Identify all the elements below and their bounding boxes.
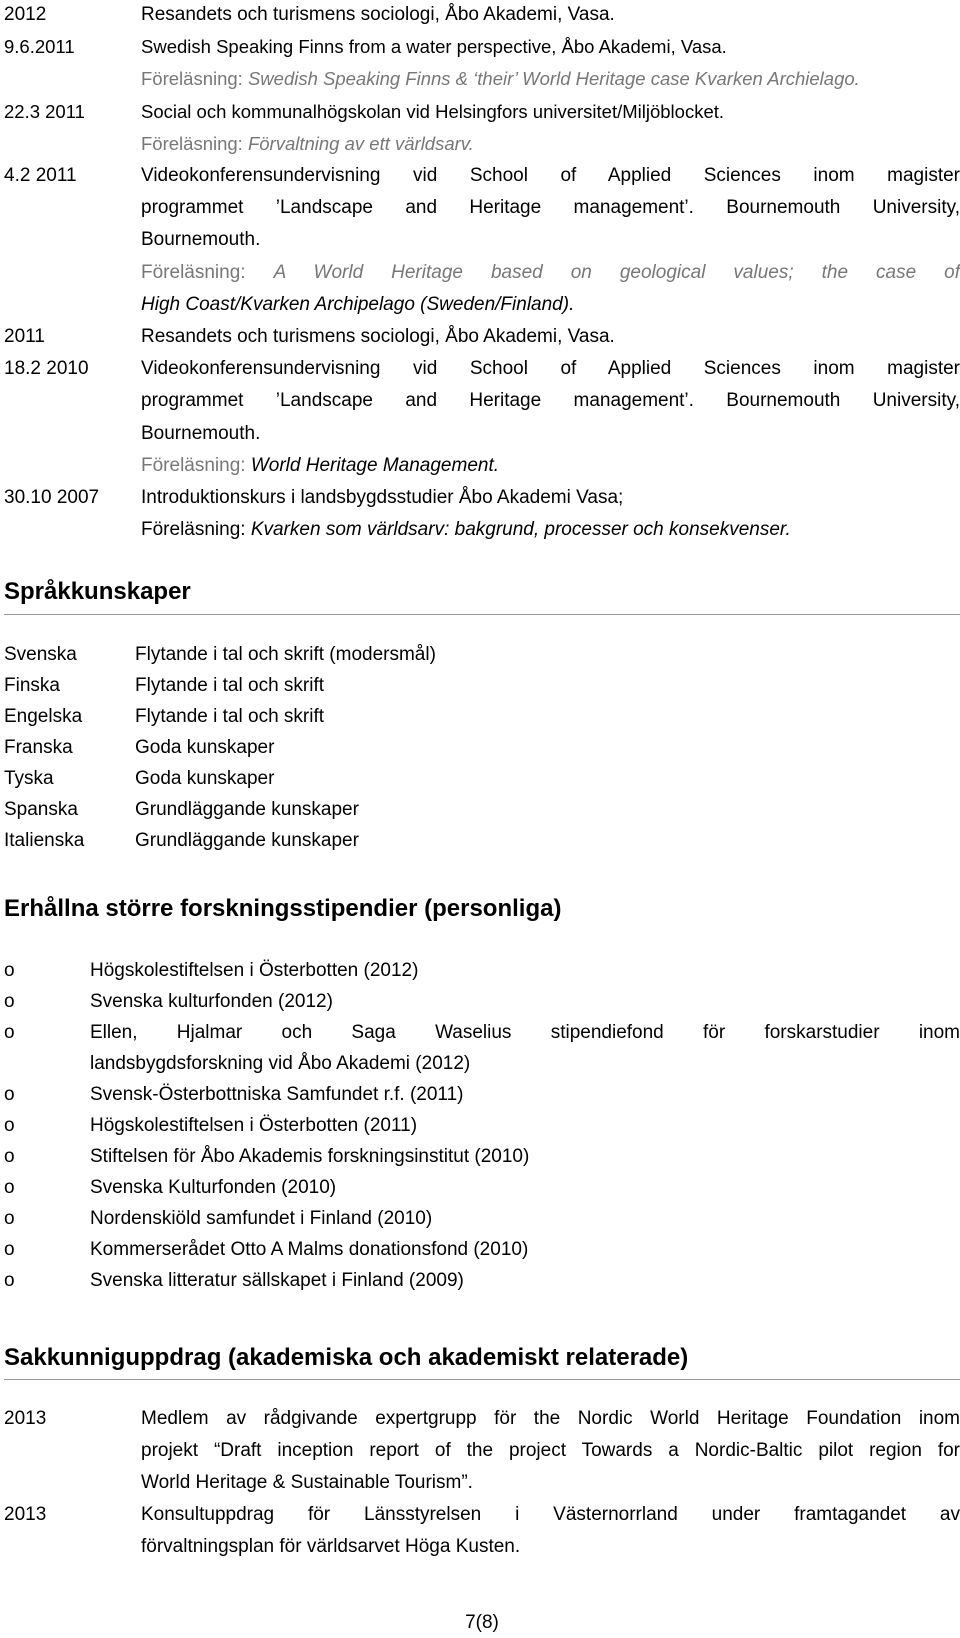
entry-date: 4.2 2011 — [4, 165, 77, 187]
entry-text: Resandets och turismens sociologi, Åbo Akademi, Vasa. — [141, 326, 615, 348]
grant-text: Svenska kulturfonden (2012) — [90, 991, 333, 1012]
language-level: Goda kunskaper — [135, 737, 275, 758]
entry-text: projekt “Draft inception report of the project Towards a Nordic-Baltic pilot region for — [141, 1440, 960, 1461]
language-name: Spanska — [4, 799, 78, 820]
lecture-title: A World Heritage based on geological values; the case of — [273, 261, 960, 283]
list-item — [4, 1203, 960, 1234]
list-item — [4, 639, 436, 670]
list-item — [4, 1403, 960, 1499]
list-item — [4, 825, 436, 856]
section-divider — [4, 1379, 960, 1380]
list-item — [4, 1172, 960, 1203]
lecture-title: World Heritage Management. — [250, 454, 500, 476]
entry-text: förvaltningsplan för världsarvet Höga Kusten. — [141, 1536, 521, 1557]
lecture-label: Föreläsning: — [141, 454, 251, 476]
grant-list — [4, 955, 960, 1296]
list-item — [4, 1017, 960, 1079]
bullet-icon: o — [4, 1022, 15, 1043]
list-item — [4, 1141, 960, 1172]
bullet-icon: o — [4, 1239, 15, 1260]
entry-text: Bournemouth. — [141, 229, 261, 251]
entry-text: programmet ’Landscape and Heritage management’. Bournemouth University, — [141, 390, 960, 412]
language-name: Svenska — [4, 644, 77, 665]
language-level: Flytande i tal och skrift — [135, 706, 325, 727]
lecture-title: High Coast/Kvarken Archipelago (Sweden/Finland). — [141, 293, 575, 315]
entry-date: 18.2 2010 — [4, 358, 89, 380]
lecture-label: Föreläsning: — [141, 261, 274, 283]
entry-date: 2013 — [4, 1408, 47, 1429]
page-number: 7(8) — [465, 1612, 499, 1633]
lecture-title: Förvaltning av ett världsarv. — [247, 132, 474, 154]
grant-text: Svenska Kulturfonden (2010) — [90, 1177, 337, 1198]
list-item — [4, 955, 960, 986]
language-name: Engelska — [4, 706, 83, 727]
grant-text: Svenska litteratur sällskapet i Finland (2009) — [90, 1270, 464, 1291]
grant-text: Svensk-Österbottniska Samfundet r.f. (2011) — [90, 1084, 464, 1105]
lecture-label: Föreläsning: — [141, 132, 248, 154]
grant-text: Ellen, Hjalmar och Saga Waselius stipendiefond för forskarstudier inom — [90, 1022, 960, 1043]
list-item — [4, 160, 960, 321]
entry-text: Bournemouth. — [141, 422, 261, 444]
entry-date: 22.3 2011 — [4, 100, 85, 122]
list-item — [4, 701, 436, 732]
language-name: Italienska — [4, 830, 85, 851]
bullet-icon: o — [4, 960, 15, 981]
language-level: Flytande i tal och skrift — [135, 675, 325, 696]
entry-text: Swedish Speaking Finns from a water perspective, Åbo Akademi, Vasa. — [141, 36, 727, 58]
entry-text: Resandets och turismens sociologi, Åbo Akademi, Vasa. — [141, 4, 615, 25]
lecture-title: Kvarken som världsarv: bakgrund, processer och konsekvenser. — [250, 519, 791, 541]
list-item — [4, 353, 960, 482]
language-level: Grundläggande kunskaper — [135, 799, 359, 820]
lecture-label: Föreläsning: — [141, 68, 248, 90]
entry-date: 2011 — [4, 326, 45, 348]
list-item — [4, 0, 960, 31]
entry-date: 9.6.2011 — [4, 36, 75, 58]
language-name: Franska — [4, 737, 73, 758]
entry-text: Videokonferensundervisning vid School of Applied Sciences inom magister — [141, 358, 960, 380]
section-divider — [4, 614, 960, 615]
list-item — [4, 96, 960, 160]
entry-text: World Heritage & Sustainable Tourism”. — [141, 1472, 473, 1493]
list-item — [4, 732, 436, 763]
entry-date: 30.10 2007 — [4, 487, 100, 509]
language-level: Goda kunskaper — [135, 768, 275, 789]
bullet-icon: o — [4, 1146, 15, 1167]
bullet-icon: o — [4, 991, 15, 1012]
list-item — [4, 763, 436, 794]
list-item — [4, 1499, 960, 1563]
language-name: Tyska — [4, 768, 54, 789]
expert-list — [4, 1403, 960, 1563]
list-item — [4, 321, 960, 353]
list-item — [4, 1110, 960, 1141]
entry-text: Medlem av rådgivande expertgrupp för the Nordic World Heritage Foundation inom — [141, 1408, 960, 1429]
bullet-icon: o — [4, 1270, 15, 1291]
entry-date: 2012 — [4, 4, 47, 25]
lecture-label: Föreläsning: — [141, 519, 251, 541]
lecture-list — [4, 0, 960, 546]
list-item — [4, 986, 960, 1017]
entry-date: 2013 — [4, 1504, 47, 1525]
grant-text: Stiftelsen för Åbo Akademis forskningsinstitut (2010) — [90, 1146, 530, 1167]
grant-text: Högskolestiftelsen i Österbotten (2011) — [90, 1115, 418, 1136]
grant-text: Högskolestiftelsen i Österbotten (2012) — [90, 960, 419, 981]
entry-text: programmet ’Landscape and Heritage management’. Bournemouth University, — [141, 197, 960, 219]
list-item — [4, 1234, 960, 1265]
entry-text: Introduktionskurs i landsbygdsstudier Åbo Akademi Vasa; — [141, 487, 624, 509]
language-level: Flytande i tal och skrift (modersmål) — [135, 644, 436, 665]
grant-text: Nordenskiöld samfundet i Finland (2010) — [90, 1208, 433, 1229]
list-item — [4, 794, 436, 825]
bullet-icon: o — [4, 1177, 15, 1198]
list-item — [4, 31, 960, 95]
entry-text: Videokonferensundervisning vid School of Applied Sciences inom magister — [141, 165, 960, 187]
language-level: Grundläggande kunskaper — [135, 830, 359, 851]
grant-text: landsbygdsforskning vid Åbo Akademi (2012) — [90, 1053, 471, 1074]
list-item — [4, 482, 960, 546]
section-heading-expert: Sakkunniguppdrag (akademiska och akademiskt relaterade) — [4, 1344, 689, 1371]
bullet-icon: o — [4, 1084, 15, 1105]
language-name: Finska — [4, 675, 60, 696]
list-item — [4, 670, 436, 701]
entry-text: Konsultuppdrag för Länsstyrelsen i Västernorrland under framtagandet av — [141, 1504, 960, 1525]
bullet-icon: o — [4, 1208, 15, 1229]
list-item — [4, 1079, 960, 1110]
entry-text: Social och kommunalhögskolan vid Helsingfors universitet/Miljöblocket. — [141, 100, 725, 122]
language-list — [4, 639, 436, 856]
lecture-title: Swedish Speaking Finns & ‘their’ World Heritage case Kvarken Archielago. — [247, 68, 860, 90]
bullet-icon: o — [4, 1115, 15, 1136]
section-heading-grants: Erhållna större forskningsstipendier (personliga) — [4, 895, 562, 922]
list-item — [4, 1265, 960, 1296]
section-heading-languages: Språkkunskaper — [4, 578, 191, 605]
grant-text: Kommerserådet Otto A Malms donationsfond (2010) — [90, 1239, 529, 1260]
